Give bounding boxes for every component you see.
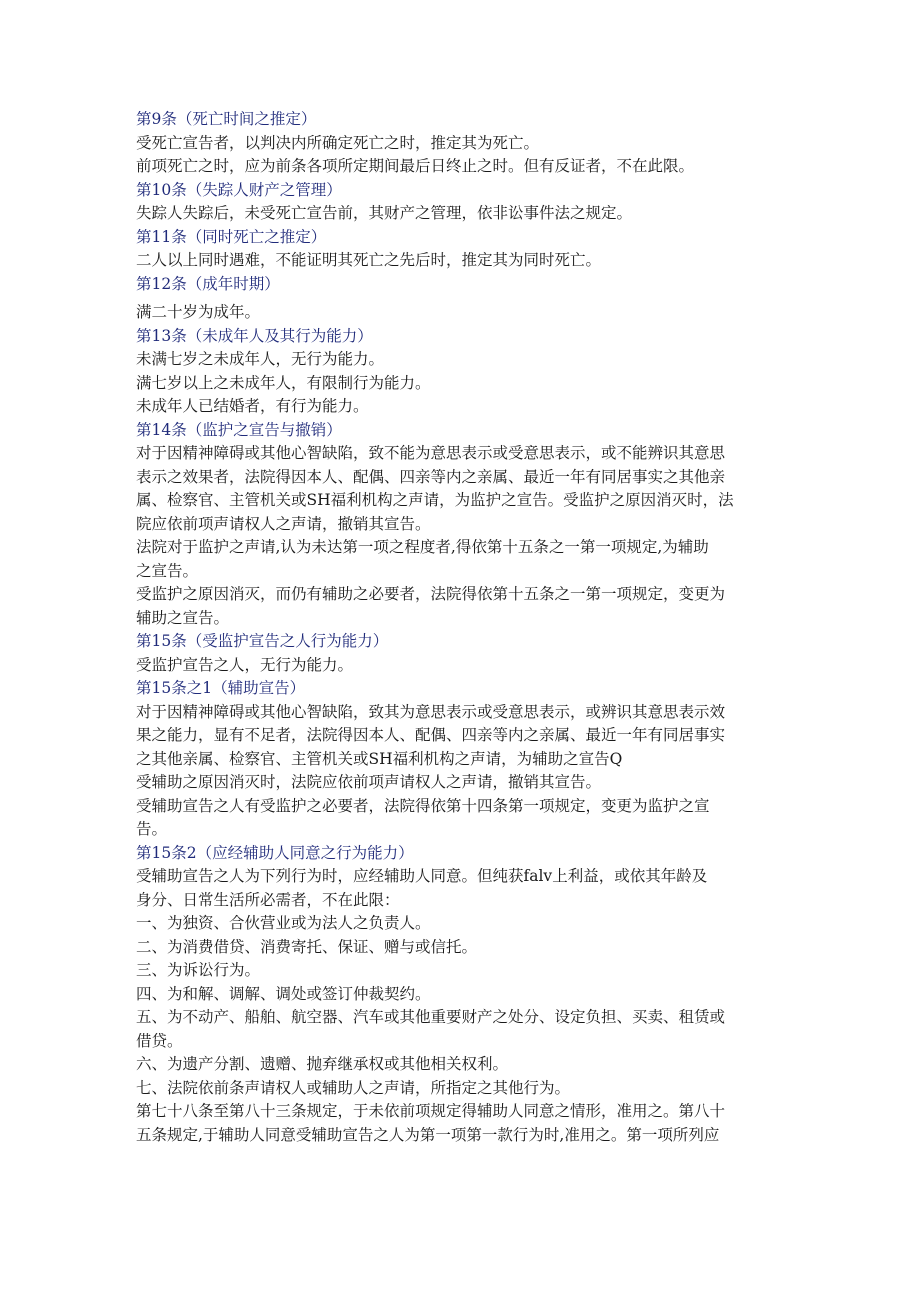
text-line: 失踪人失踪后，未受死亡宣告前，其财产之管理，依非讼事件法之规定。	[136, 204, 633, 222]
text-line: 第七十八条至第八十三条规定，于未依前项规定得辅助人同意之情形，准用之。第八十	[136, 1102, 726, 1120]
text-line: 受监护之原因消灭，而仍有辅助之必要者，法院得依第十五条之一第一项规定，变更为	[136, 585, 726, 603]
text-line: 二、为消费借贷、消费寄托、保证、赠与或信托。	[136, 937, 478, 956]
text-line: 未满七岁之未成年人，无行为能力。	[136, 350, 385, 368]
text-line: 告。	[136, 820, 168, 838]
text-line: 七、法院依前条声请权人或辅助人之声请，所指定之其他行为。	[136, 1078, 571, 1097]
text-line: 受死亡宣告者，以判决内所确定死亡之时，推定其为死亡。	[136, 133, 540, 152]
article-heading: 第15条之1（辅助宣告）	[136, 679, 306, 697]
article-heading: 第14条（监护之宣告与撤销）	[136, 420, 342, 439]
text-line: 三、为诉讼行为。	[136, 961, 261, 979]
text-line: 六、为遗产分割、遗赠、抛弃继承权或其他相关权利。	[136, 1055, 509, 1073]
article-heading: 第13条（未成年人及其行为能力）	[136, 326, 373, 345]
text-line: 五、为不动产、船舶、航空器、汽车或其他重要财产之处分、设定负担、买卖、租赁或	[136, 1008, 726, 1026]
text-line: 法院对于监护之声请,认为未达第一项之程度者,得依第十五条之一第一项规定,为辅助	[136, 538, 709, 556]
article-heading: 第15条2（应经辅助人同意之行为能力）	[136, 843, 414, 862]
article-heading: 第15条（受监护宣告之人行为能力）	[136, 632, 389, 650]
text-line: 满二十岁为成年。	[136, 303, 261, 321]
text-line: 之宣告。	[136, 561, 199, 580]
text-line: 二人以上同时遇难，不能证明其死亡之先后时，推定其为同时死亡。	[136, 251, 602, 269]
text-line: 对于因精神障碍或其他心智缺陷，致其为意思表示或受意思表示，或辨识其意思表示效	[136, 702, 726, 721]
text-line: 借贷。	[136, 1031, 183, 1050]
text-line: 属、检察官、主管机关或SH福利机构之声请，为监护之宣告。受监护之原因消灭时，法	[136, 491, 734, 509]
text-line: 四、为和解、调解、调处或签订仲裁契约。	[136, 984, 431, 1003]
text-line: 果之能力，显有不足者，法院得因本人、配偶、四亲等内之亲属、最近一年有同居事实	[136, 726, 726, 744]
text-line: 受辅助之原因消灭时，法院应依前项声请权人之声请，撤销其宣告。	[136, 773, 602, 791]
text-line: 满七岁以上之未成年人，有限制行为能力。	[136, 373, 431, 392]
text-line: 未成年人已结婚者，有行为能力。	[136, 397, 369, 415]
text-line: 五条规定,于辅助人同意受辅助宣告之人为第一项第一款行为时,准用之。第一项所列应	[136, 1125, 720, 1144]
text-line: 辅助之宣告。	[136, 608, 230, 627]
text-line: 对于因精神障碍或其他心智缺陷，致不能为意思表示或受意思表示，或不能辨识其意思	[136, 444, 726, 462]
article-heading: 第11条（同时死亡之推定）	[136, 227, 327, 246]
text-line: 之其他亲属、检察官、主管机关或SH福利机构之声请，为辅助之宣告Q	[136, 749, 623, 768]
text-line: 受辅助宣告之人为下列行为时，应经辅助人同意。但纯获falv上利益，或依其年龄及	[136, 867, 708, 885]
text-line: 表示之效果者，法院得因本人、配偶、四亲等内之亲属、最近一年有同居事实之其他亲	[136, 467, 726, 486]
text-line: 受辅助宣告之人有受监护之必要者，法院得依第十四条第一项规定，变更为监护之宣	[136, 796, 710, 815]
article-heading: 第9条（死亡时间之推定）	[136, 110, 317, 128]
article-heading: 第10条（失踪人财产之管理）	[136, 180, 342, 199]
text-line: 受监护宣告之人，无行为能力。	[136, 655, 354, 674]
document-body	[136, 108, 840, 1147]
text-line: 一、为独资、合伙营业或为法人之负责人。	[136, 914, 431, 932]
text-line: 前项死亡之时，应为前条各项所定期间最后日终止之时。但有反证者，不在此限。	[136, 157, 695, 175]
article-heading: 第12条（成年时期）	[136, 274, 280, 293]
text-line: 身分、日常生活所必需者，不在此限：	[136, 890, 400, 909]
text-line: 院应依前项声请权人之声请，撤销其宣告。	[136, 514, 431, 533]
